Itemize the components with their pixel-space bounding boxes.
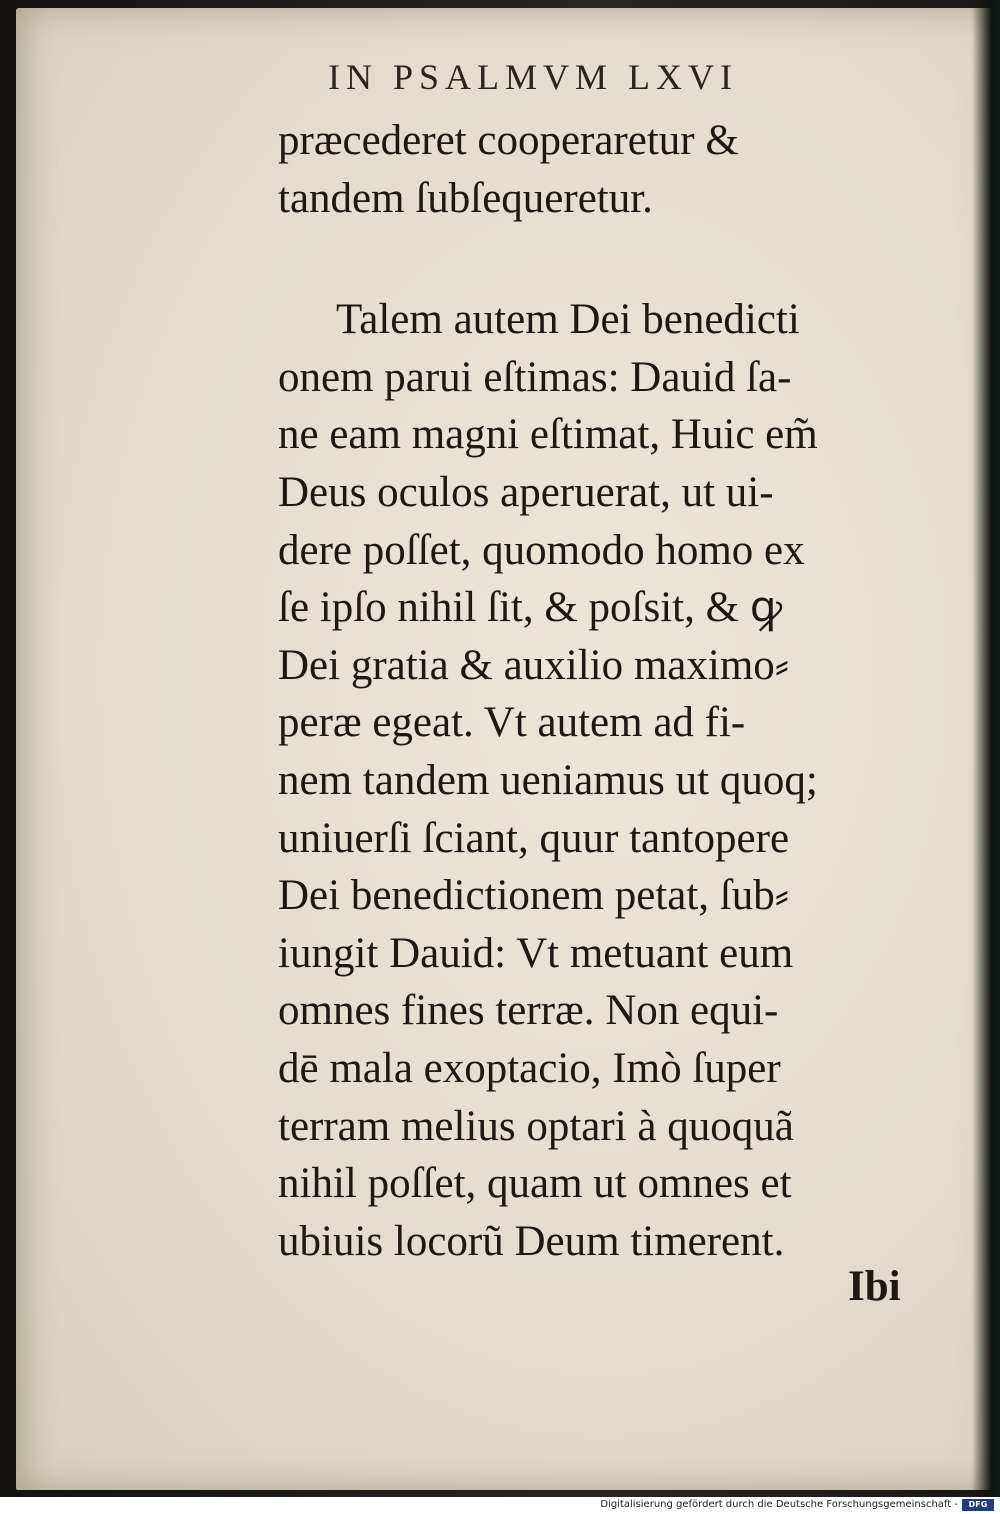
text-line: onem parui eſtimas: Dauid ſa- xyxy=(278,353,792,401)
text-line: dē mala exoptacio, Imò ſuper xyxy=(278,1044,781,1092)
text-line: ubiuis locorũ Deum timerent. xyxy=(278,1217,785,1265)
paragraph-gap xyxy=(278,227,918,291)
text-line: Deus oculos aperuerat, ut ui- xyxy=(278,468,774,516)
text-line: omnes fines terræ. Non equi- xyxy=(278,987,779,1035)
text-line: nihil poſſet, quam ut omnes et xyxy=(278,1160,792,1208)
text-line: Dei gratia & auxilio maximo⸗ xyxy=(278,641,790,689)
text-line: Dei benedictionem petat, ſub⸗ xyxy=(278,872,790,920)
digitization-credit: Digitalisierung gefördert durch die Deutsche Forschungsgemeinschaft - xyxy=(600,1499,958,1510)
text-line: ne eam magni eſtimat, Huic em̃ xyxy=(278,411,818,459)
text-line: ſe ipſo nihil ſit, & poſsit, & ꝙ xyxy=(278,584,783,632)
text-line: dere poſſet, quomodo homo ex xyxy=(278,526,805,574)
text-line: iungit Dauid: Vt metuant eum xyxy=(278,929,794,977)
scan-edge xyxy=(972,0,1000,1497)
body-text xyxy=(278,112,918,1270)
text-line: Talem autem Dei benedicti xyxy=(336,296,800,344)
text-line: nem tandem ueniamus ut quoq; xyxy=(278,756,818,804)
text-line: peræ egeat. Vt autem ad fi- xyxy=(278,699,746,747)
catchword: Ibi xyxy=(848,1263,901,1310)
text-line: tandem ſubſequeretur. xyxy=(278,174,653,222)
text-line: præcederet cooperaretur & xyxy=(278,117,739,164)
running-head: IN PSALMVM LXVI xyxy=(328,57,739,97)
text-line: terram melius optari à quoquã xyxy=(278,1102,794,1150)
dfg-logo-icon: DFG xyxy=(962,1499,994,1511)
text-line: uniuerſi ſciant, quur tantopere xyxy=(278,814,790,862)
